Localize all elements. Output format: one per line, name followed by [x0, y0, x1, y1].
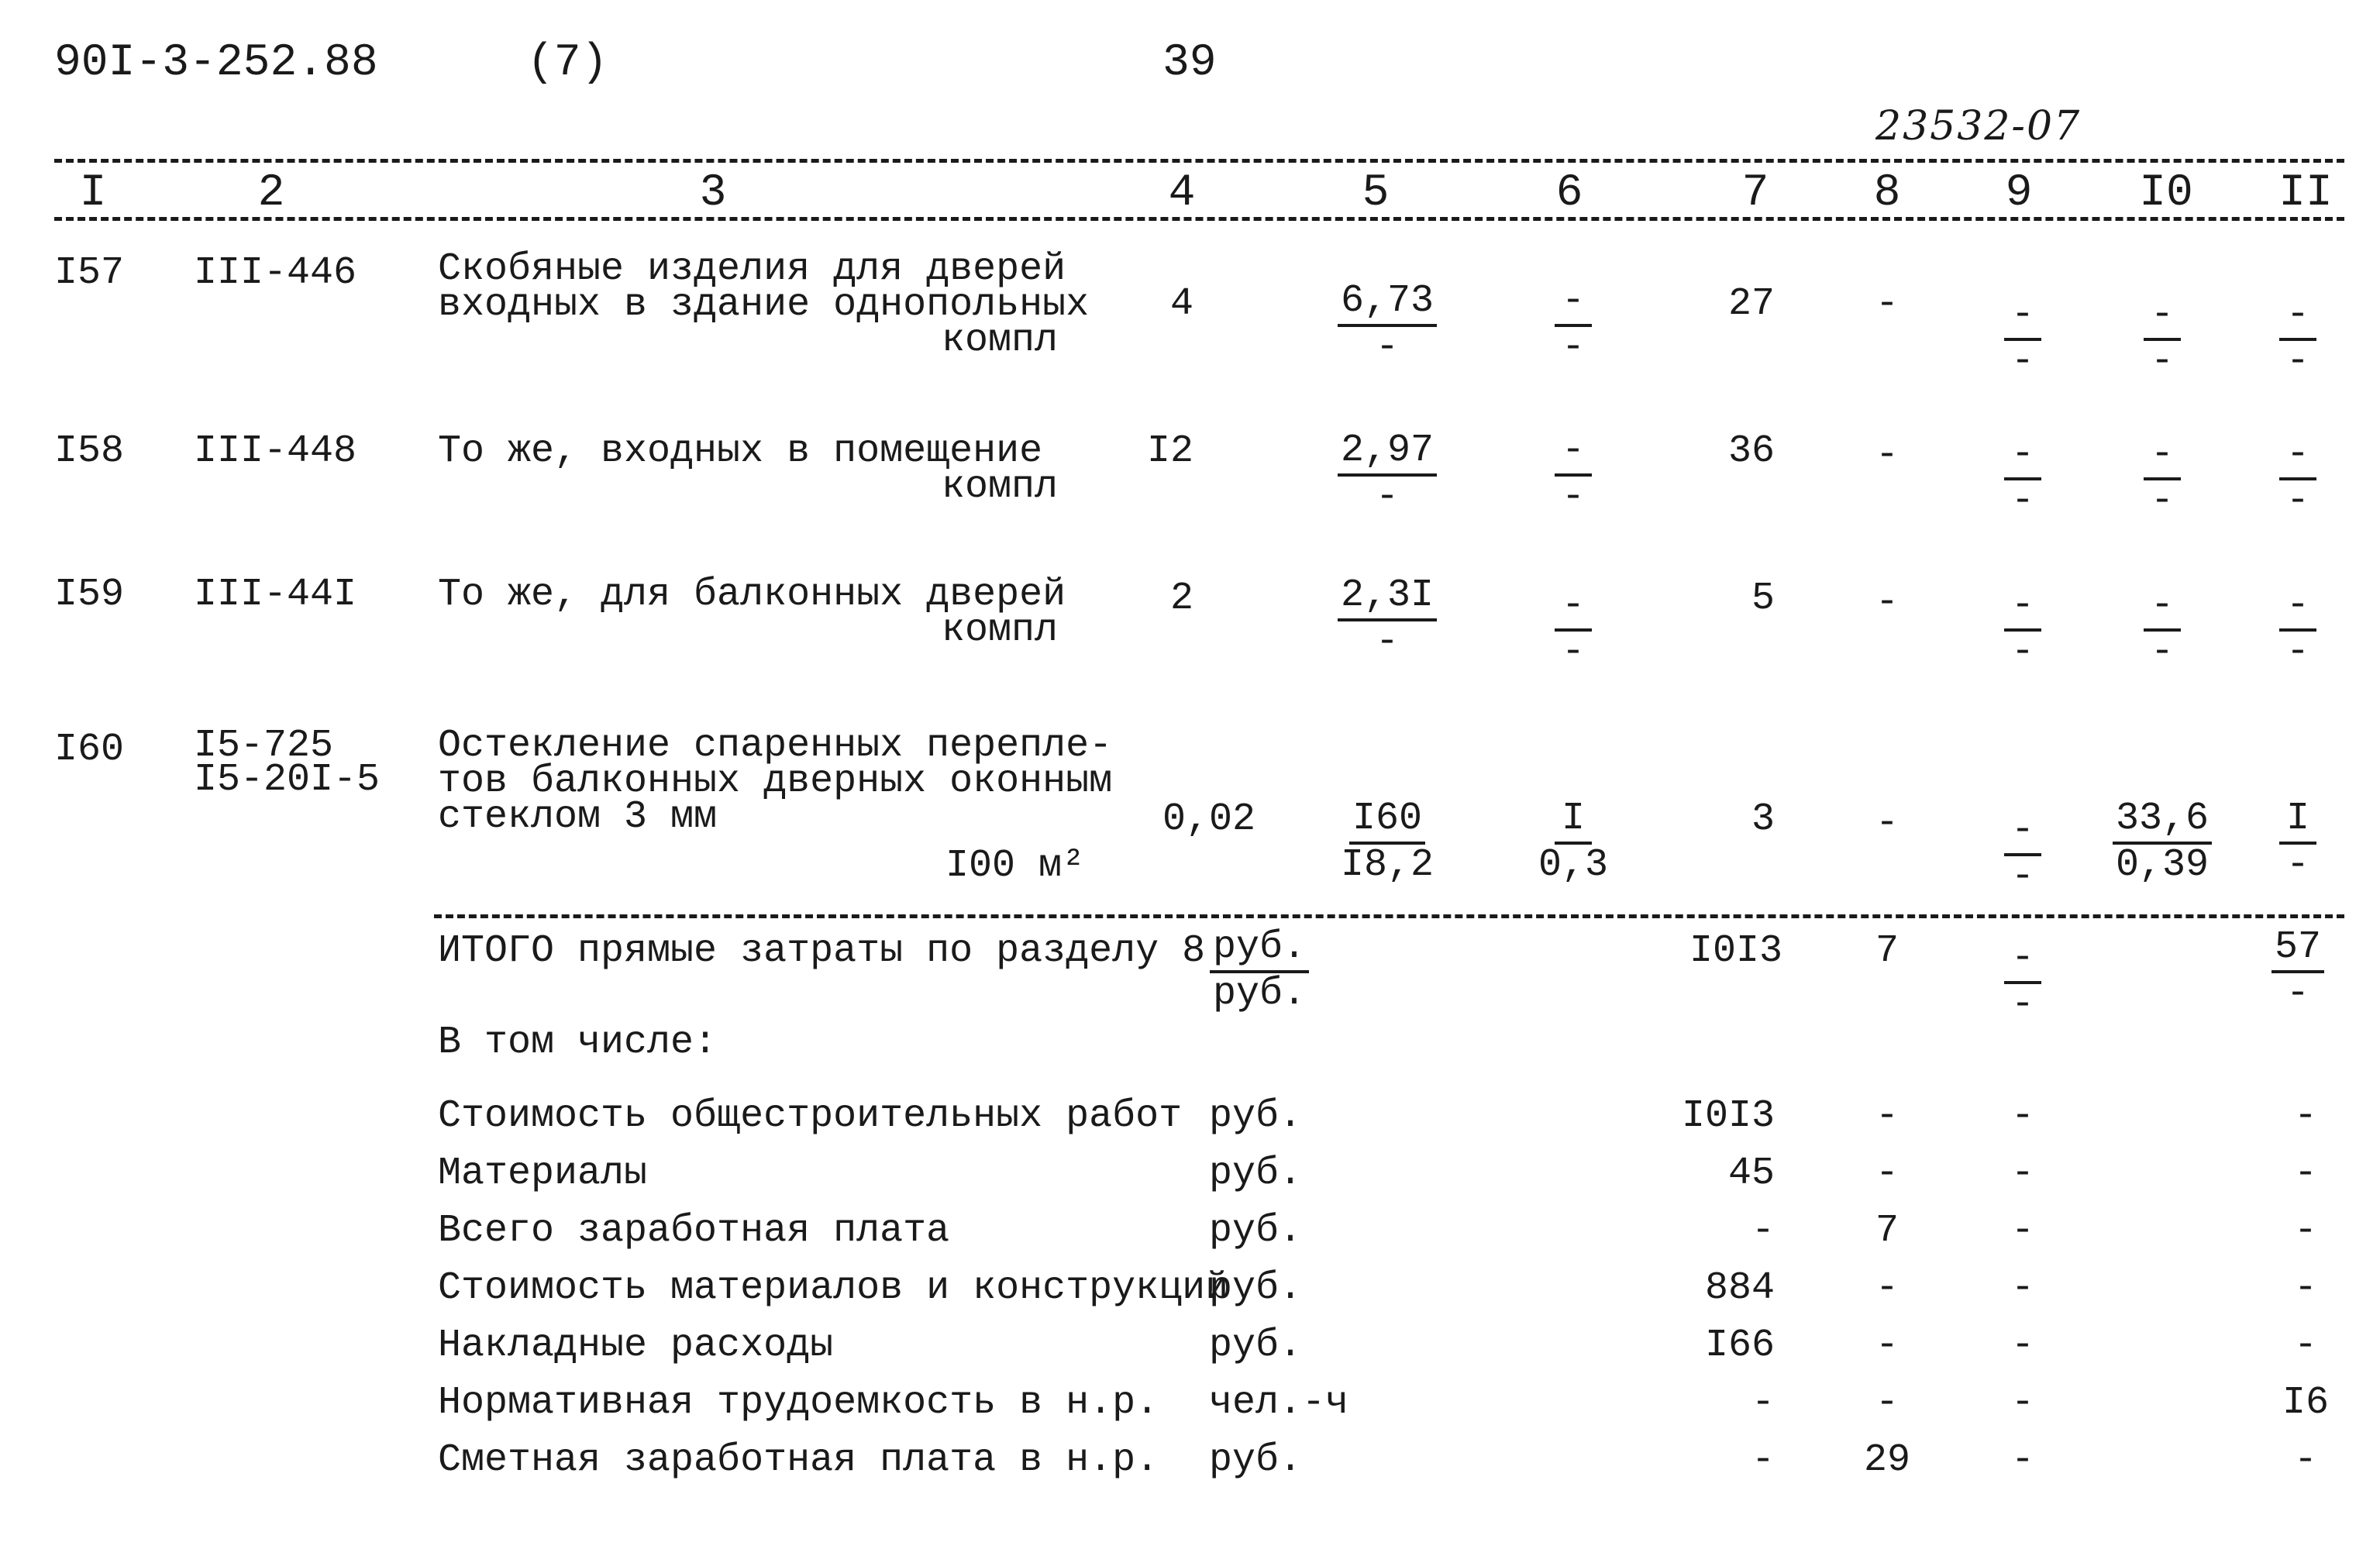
summary-unit: руб.: [1209, 1209, 1303, 1253]
row-unit: компл: [941, 608, 1058, 652]
summary-column-9: -: [2010, 1094, 2034, 1138]
column-9-value: - -: [1968, 294, 2077, 383]
column-7-value: 5: [1751, 577, 1775, 621]
summary-column-8: -: [1875, 1094, 1899, 1138]
summary-label: Стоимость общестроительных работ: [438, 1094, 1183, 1138]
handwritten-code: 23532-07: [1875, 103, 2082, 150]
summary-column-8: -: [1875, 1381, 1899, 1425]
column-number: 4: [1168, 168, 1196, 219]
summary-column-11: -: [2293, 1094, 2317, 1138]
summary-unit: руб.: [1209, 1324, 1303, 1368]
column-11-value: - -: [2244, 434, 2352, 522]
summary-column-8: -: [1875, 1152, 1899, 1196]
document-code: 90I-3-252.88: [54, 38, 378, 88]
column-9-value: - -: [1968, 434, 2077, 522]
column-10-value: - -: [2108, 434, 2216, 522]
total-rule: [434, 914, 2344, 918]
row-number: I57: [54, 251, 125, 295]
column-11-value: - -: [2244, 585, 2352, 673]
column-6-value: - -: [1519, 430, 1627, 518]
summary-label: Сметная заработная плата в н.р.: [438, 1438, 1159, 1482]
column-6-value: - -: [1519, 585, 1627, 673]
summary-column-7: I66: [1704, 1324, 1775, 1368]
total-unit: руб. руб.: [1197, 927, 1321, 1015]
total-column-11: 57 -: [2244, 927, 2352, 1015]
column-10-value: - -: [2108, 294, 2216, 383]
summary-column-11: -: [2293, 1266, 2317, 1310]
summary-label: Накладные расходы: [438, 1324, 834, 1368]
column-7-value: 27: [1727, 282, 1775, 326]
summary-unit: руб.: [1209, 1152, 1303, 1196]
unit-cost: $\frac{I60}{I8,2}$: [1340, 797, 1435, 887]
sheet-reference: (7): [527, 38, 608, 88]
summary-unit: руб.: [1209, 1266, 1303, 1310]
summary-column-8: -: [1875, 1324, 1899, 1368]
unit-cost: 2,97 -: [1333, 430, 1441, 518]
total-label: ИТОГО прямые затраты по разделу 8: [438, 929, 1206, 973]
column-8-value: -: [1875, 282, 1899, 326]
summary-column-11: -: [2293, 1209, 2317, 1253]
row-quantity: I2: [1146, 429, 1193, 473]
summary-column-7: 884: [1704, 1266, 1775, 1310]
row-description: тов балконных дверных оконным: [438, 759, 1113, 804]
summary-unit: руб.: [1209, 1094, 1303, 1138]
column-number: 6: [1555, 168, 1583, 219]
row-quantity: 2: [1169, 577, 1193, 621]
row-code: III-446: [194, 251, 357, 295]
summary-unit: руб.: [1209, 1438, 1303, 1482]
summary-column-7: -: [1751, 1381, 1775, 1425]
total-column-8: 7: [1875, 929, 1899, 973]
column-8-value: -: [1875, 801, 1899, 845]
header-top-rule: [54, 159, 2344, 163]
summary-label: Стоимость материалов и конструкций: [438, 1266, 1229, 1310]
summary-unit: чел.-ч: [1209, 1381, 1349, 1425]
column-number: 3: [699, 168, 727, 219]
total-column-7: I0I3: [1689, 929, 1783, 973]
summary-column-7: -: [1751, 1438, 1775, 1482]
row-description: Скобяные изделия для дверей: [438, 247, 1066, 291]
row-unit: компл: [941, 465, 1058, 509]
row-quantity: 4: [1169, 282, 1193, 326]
column-7-value: 36: [1727, 429, 1775, 473]
column-6-value: - -: [1519, 281, 1627, 369]
summary-column-7: I0I3: [1681, 1094, 1775, 1138]
row-number: I60: [54, 728, 125, 772]
row-code: I5-20I-5: [194, 758, 381, 802]
column-9-value: - -: [1968, 585, 2077, 673]
summary-column-9: -: [2010, 1381, 2034, 1425]
row-description: входных в здание однопольных: [438, 283, 1090, 327]
summary-column-9: -: [2010, 1438, 2034, 1482]
row-quantity: 0,02: [1162, 797, 1255, 842]
column-number: 5: [1362, 168, 1390, 219]
column-number: 2: [257, 168, 285, 219]
summary-column-7: -: [1751, 1209, 1775, 1253]
summary-column-7: 45: [1727, 1152, 1775, 1196]
row-code: III-448: [194, 429, 357, 473]
unit-cost: 6,73 -: [1333, 281, 1441, 369]
summary-column-11: -: [2293, 1152, 2317, 1196]
row-code: I5-725: [194, 724, 334, 768]
summary-column-8: -: [1875, 1266, 1899, 1310]
summary-label: Всего заработная плата: [438, 1209, 950, 1253]
row-code: III-44I: [194, 573, 357, 617]
column-11-value: - -: [2244, 294, 2352, 383]
summary-label: Нормативная трудоемкость в н.р.: [438, 1381, 1159, 1425]
row-number: I58: [54, 429, 125, 473]
summary-column-8: 7: [1875, 1209, 1899, 1253]
page-number: 39: [1162, 38, 1217, 88]
column-6-value: $\frac{I}{0,3}$: [1538, 797, 1608, 887]
column-10-value: $\frac{33,6}{0,39}$: [2108, 798, 2216, 886]
column-11-value: I -: [2244, 798, 2352, 886]
summary-column-9: -: [2010, 1152, 2034, 1196]
row-description: стеклом 3 мм: [438, 795, 718, 839]
summary-column-8: 29: [1863, 1438, 1910, 1482]
row-description: То же, входных в помещение: [438, 429, 1043, 473]
summary-column-11: -: [2293, 1438, 2317, 1482]
column-number: 7: [1741, 168, 1769, 219]
column-8-value: -: [1875, 433, 1899, 477]
column-8-value: -: [1875, 580, 1899, 625]
header-bottom-rule: [54, 217, 2344, 221]
row-description: Остекление спаренных перепле-: [438, 724, 1113, 768]
summary-column-11: -: [2293, 1324, 2317, 1368]
column-number: 8: [1873, 168, 1901, 219]
summary-label: Материалы: [438, 1152, 648, 1196]
including-label: В том числе:: [438, 1021, 718, 1065]
column-number: 9: [2005, 168, 2033, 219]
summary-column-9: -: [2010, 1266, 2034, 1310]
summary-column-11: I6: [2282, 1381, 2329, 1425]
row-unit: компл: [941, 318, 1058, 363]
column-number: I: [79, 168, 107, 219]
total-column-9: - -: [1968, 938, 2077, 1026]
column-7-value: 3: [1751, 797, 1775, 842]
column-9-value: - -: [1968, 810, 2077, 898]
row-description: То же, для балконных дверей: [438, 573, 1066, 617]
row-number: I59: [54, 573, 125, 617]
column-10-value: - -: [2108, 585, 2216, 673]
unit-cost: 2,3I -: [1333, 575, 1441, 663]
summary-column-9: -: [2010, 1209, 2034, 1253]
row-unit: I00 м²: [945, 844, 1085, 888]
column-number: I0: [2139, 168, 2193, 219]
summary-column-9: -: [2010, 1324, 2034, 1368]
column-number: II: [2278, 168, 2333, 219]
